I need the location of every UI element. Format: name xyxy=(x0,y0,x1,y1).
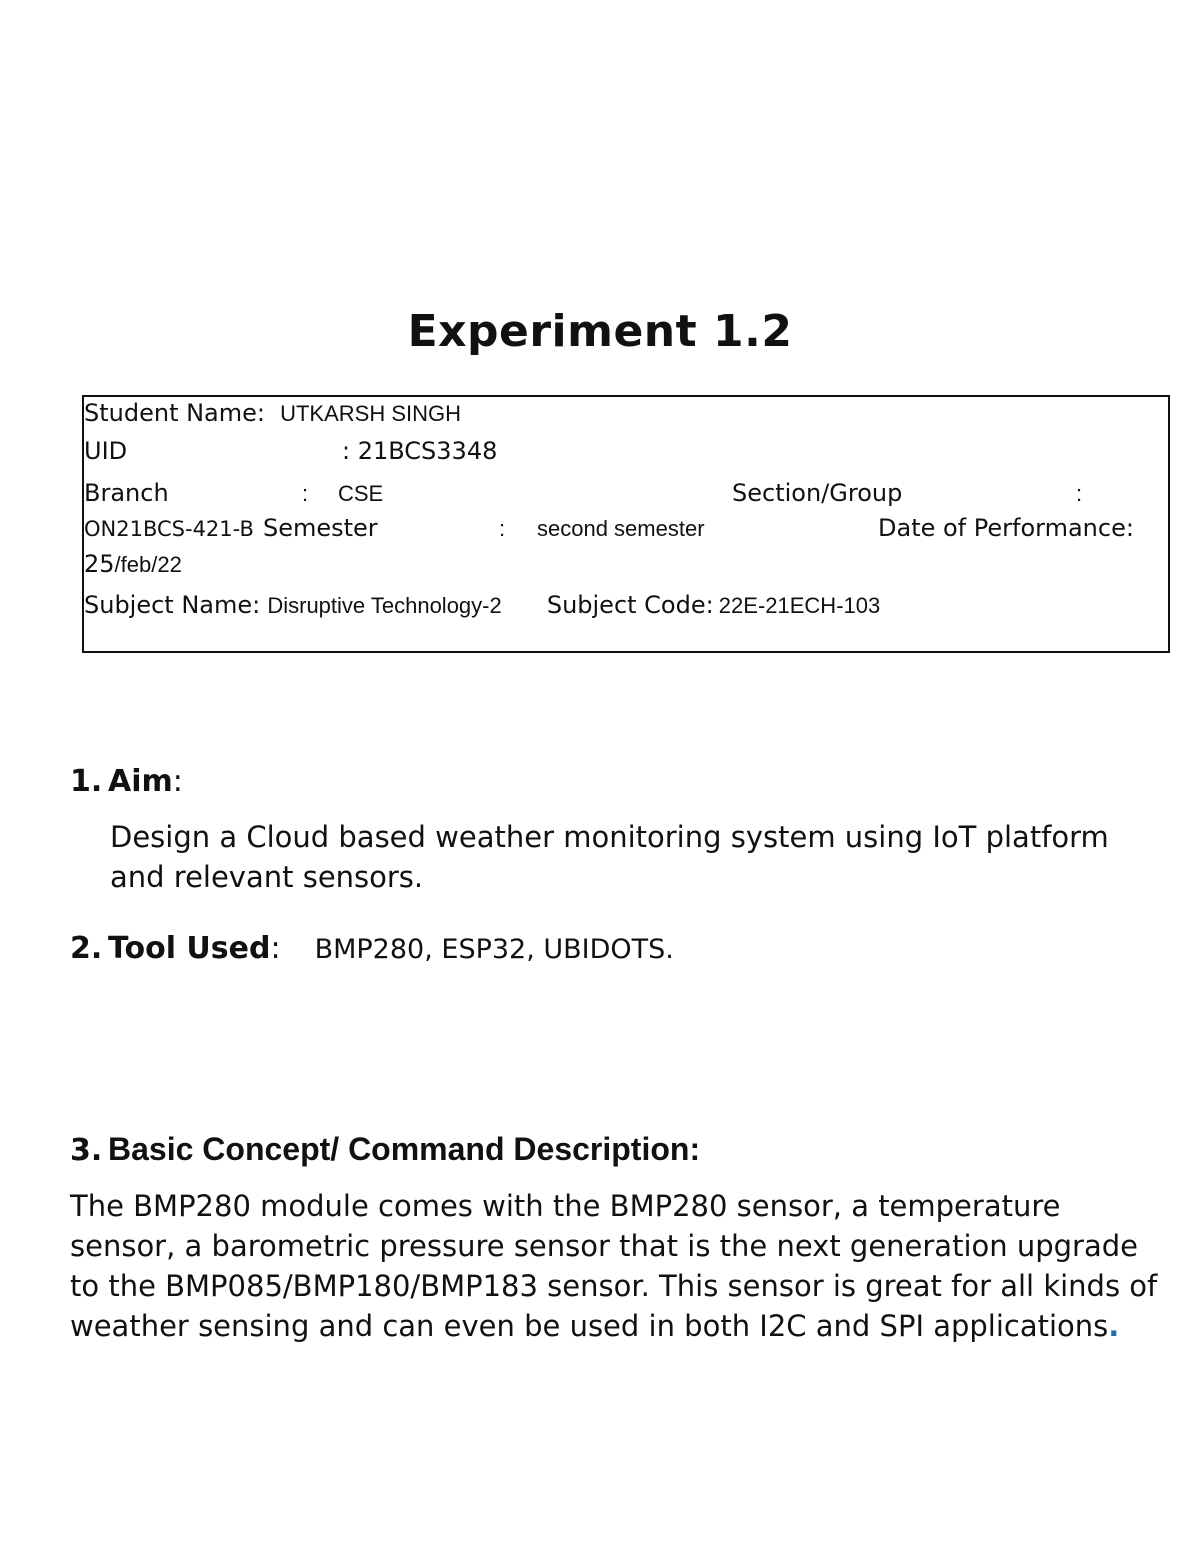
subject-row xyxy=(84,591,880,619)
date-day: 25 xyxy=(84,550,115,578)
subject-name-value: Disruptive Technology-2 xyxy=(267,593,502,618)
uid-value: : 21BCS3348 xyxy=(342,437,498,465)
student-name-label: Student Name: xyxy=(84,399,265,427)
basic-concept-colon: : xyxy=(689,1131,701,1167)
uid-label: UID xyxy=(84,437,128,465)
branch-value: CSE xyxy=(338,481,384,506)
aim-colon: : xyxy=(172,764,183,799)
section-semester-row xyxy=(84,514,378,542)
page-title: Experiment 1.2 xyxy=(407,306,793,357)
subject-code-label: Subject Code: xyxy=(546,591,714,619)
date-row xyxy=(84,550,182,578)
semester-value: second semester xyxy=(537,516,705,541)
basic-concept-body: The BMP280 module comes with the BMP280 sensor, a temperature sensor, a barometric pressure sensor that is the next generation upgrade to the BMP085/BMP180/BMP183 sensor. This sensor is great for all kinds of weather sensing and can even be used in both I2C and SPI applications xyxy=(70,1189,1158,1343)
aim-text: Design a Cloud based weather monitoring system using IoT platform and relevant sensors. xyxy=(110,820,1109,894)
tool-used-colon: : xyxy=(270,931,281,966)
section-group-label: Section/Group xyxy=(732,479,903,507)
section-group-colon: : xyxy=(1076,481,1083,506)
tool-used-number: 2. xyxy=(70,931,103,966)
basic-concept-number: 3. xyxy=(70,1133,103,1168)
basic-concept-text xyxy=(70,1186,1170,1346)
branch-colon: : xyxy=(302,481,309,506)
tool-used-heading xyxy=(70,931,674,966)
branch-label: Branch xyxy=(84,479,169,507)
semester-colon: : xyxy=(499,516,506,541)
section-group-value: ON21BCS-421-B xyxy=(84,517,254,541)
date-rest: /feb/22 xyxy=(114,552,182,577)
student-name-value: UTKARSH SINGH xyxy=(280,401,462,426)
date-of-performance-label: Date of Performance: xyxy=(878,514,1134,542)
basic-concept-title: Basic Concept/ Command Description xyxy=(108,1131,690,1167)
basic-concept-end-mark: . xyxy=(1108,1309,1120,1343)
tool-used-title: Tool Used xyxy=(108,931,271,966)
basic-concept-heading xyxy=(70,1131,700,1168)
aim-heading xyxy=(70,764,183,799)
aim-title: Aim xyxy=(108,764,173,799)
student-info-box xyxy=(82,395,1170,653)
semester-label: Semester xyxy=(262,514,378,542)
student-name-row xyxy=(84,399,461,427)
subject-code-value: 22E-21ECH-103 xyxy=(718,593,881,618)
tool-used-text: BMP280, ESP32, UBIDOTS. xyxy=(314,934,674,965)
aim-number: 1. xyxy=(70,764,103,799)
subject-name-label: Subject Name: xyxy=(84,591,261,619)
